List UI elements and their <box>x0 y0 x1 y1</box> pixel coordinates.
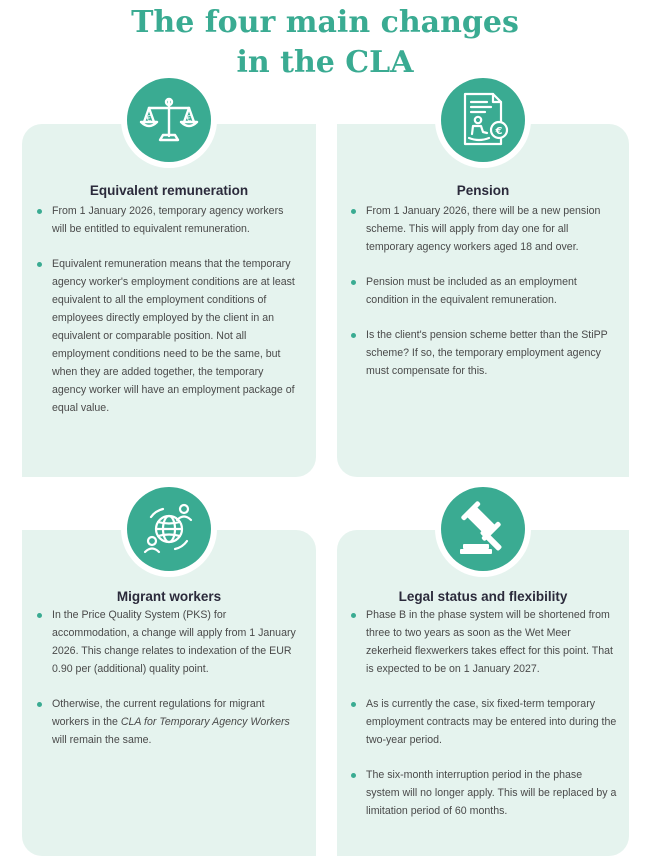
section-heading-migrant-workers: Migrant workers <box>116 589 222 604</box>
scales-icon <box>127 78 211 162</box>
list-item: From 1 January 2026, temporary agency workers will be entitled to equivalent remuneration. <box>36 202 298 238</box>
bullet-list-pension <box>350 202 618 380</box>
bullet-list-legal-status-flexibility <box>350 606 618 820</box>
page-title-line-1: The four main changes <box>131 5 519 40</box>
bullet-list-migrant-workers <box>36 606 302 749</box>
migrant-globe-icon <box>127 487 211 571</box>
list-item: The six-month interruption period in the phase system will no longer apply. This will be replaced by a limitation period of 60 months. <box>350 766 618 820</box>
list-item-text: will remain the same. <box>52 734 152 746</box>
list-item: In the Price Quality System (PKS) for accommodation, a change will apply from 1 January 2026. This change relates to indexation of the EUR 0.90 per (additional) quality point. <box>36 606 302 678</box>
section-heading-legal-status-flexibility: Legal status and flexibility <box>398 589 568 604</box>
list-item: From 1 January 2026, there will be a new pension scheme. This will apply from day one for all temporary agency workers aged 18 and over. <box>350 202 618 256</box>
gavel-icon <box>441 487 525 571</box>
list-item: As is currently the case, six fixed-term temporary employment contracts may be entered into during the two-year period. <box>350 695 618 749</box>
list-item: Phase B in the phase system will be shortened from three to two years as soon as the Wet Meer zekerheid flexwerkers takes effect for this point. That is expected to be on 1 January 2027. <box>350 606 618 678</box>
svg-text:€: € <box>495 126 503 137</box>
section-heading-pension: Pension <box>456 183 510 198</box>
list-item: Pension must be included as an employment condition in the equivalent remuneration. <box>350 273 618 309</box>
list-item-text: Otherwise, the current regulations for migrant workers in the <box>52 698 265 728</box>
pension-document-icon <box>441 78 525 162</box>
list-item: Is the client's pension scheme better than the StiPP scheme? If so, the temporary employment agency must compensate for this. <box>350 326 618 380</box>
cla-title-italic: CLA for Temporary Agency Workers <box>120 716 290 728</box>
list-item <box>36 695 302 749</box>
svg-text:€: € <box>186 114 192 123</box>
section-heading-equivalent-remuneration: Equivalent remuneration <box>89 183 249 198</box>
svg-text:€: € <box>146 114 152 123</box>
bullet-list-equivalent-remuneration <box>36 202 298 417</box>
list-item: Equivalent remuneration means that the temporary agency worker's employment conditions are at least equivalent to all the employment conditions of employees directly employed by the client in an equivalent or comparable position. Not all employment conditions need to be the same, but when they are added together, the temporary agency worker will have an employment package of equal value. <box>36 255 298 417</box>
page-title-line-2: in the CLA <box>236 45 414 80</box>
